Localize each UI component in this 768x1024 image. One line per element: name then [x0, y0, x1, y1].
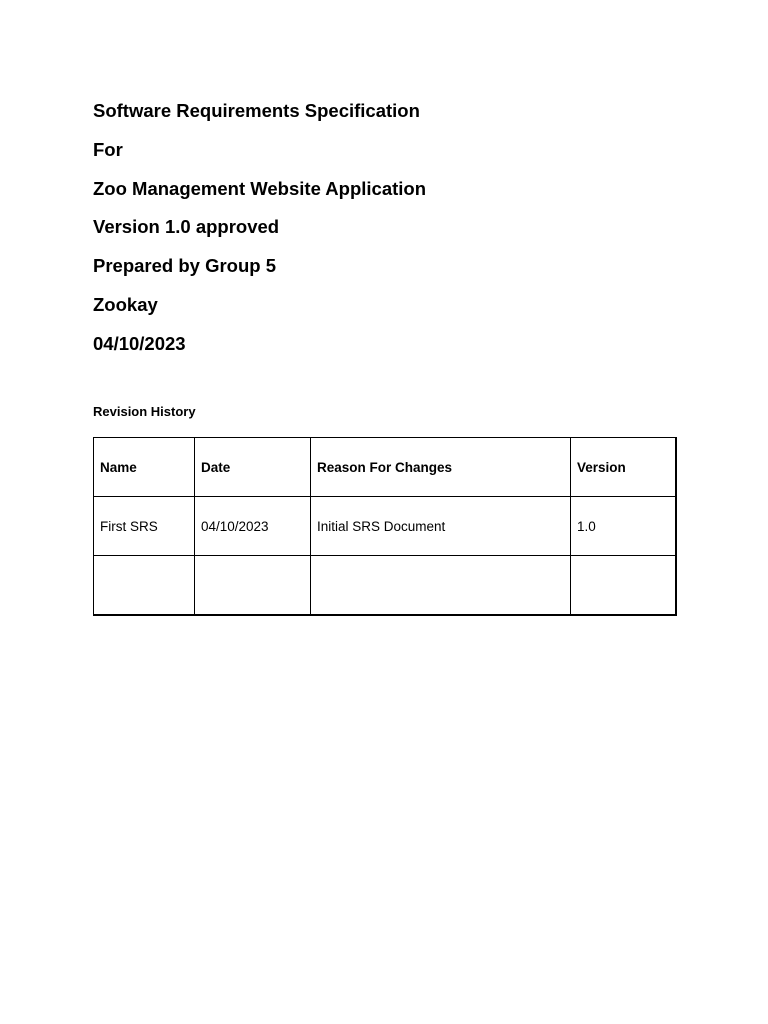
cell-name: First SRS — [94, 497, 195, 556]
organization-name: Zookay — [93, 293, 158, 315]
table-row — [94, 556, 676, 615]
cell-name — [94, 556, 195, 615]
cell-version: 1.0 — [571, 497, 676, 556]
cell-version — [571, 556, 676, 615]
revision-history-heading: Revision History — [93, 404, 196, 419]
cell-reason — [311, 556, 571, 615]
project-name: Zoo Management Website Application — [93, 177, 427, 199]
column-header-date: Date — [195, 438, 311, 497]
cell-date — [195, 556, 311, 615]
cell-reason: Initial SRS Document — [311, 497, 571, 556]
revision-history-table — [93, 437, 677, 616]
cell-date: 04/10/2023 — [195, 497, 311, 556]
column-header-reason: Reason For Changes — [311, 438, 571, 497]
title-block — [93, 100, 426, 372]
table-row — [94, 497, 676, 556]
document-date: 04/10/2023 — [93, 332, 186, 354]
table-header-row — [94, 438, 676, 497]
column-header-name: Name — [94, 438, 195, 497]
title-for: For — [93, 138, 123, 160]
column-header-version: Version — [571, 438, 676, 497]
prepared-by: Prepared by Group 5 — [93, 255, 276, 277]
document-title: Software Requirements Specification — [93, 100, 420, 121]
version-status: Version 1.0 approved — [93, 216, 280, 238]
